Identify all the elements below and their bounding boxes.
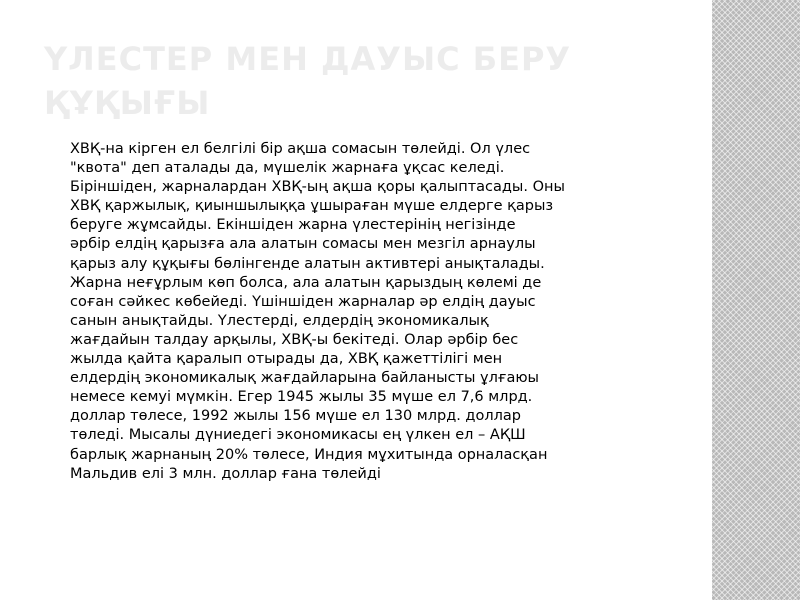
slide-body-text: ХВҚ-на кірген ел белгілі бір ақша сомасын төлейді. Ол үлес "квота" деп аталады да, мүшелік жарнаға ұқсас келеді. Біріншіден, жарналардан ХВҚ-ың ақша қоры қалыптасады. Оны ХВҚ қаржылық, қиыншылыққа ұшыраған мүше елдерге қарыз беруге жұмсайды. Екіншіден жарна үлестерінің негізінде әрбір елдің қарызға ала алатын сомасы мен мезгіл арнаулы қарыз алу құқығы бөлінгенде алатын активтері анықталады. Жарна неғұрлым көп болса, ала алатын қарыздың көлемі де соған сәйкес көбейеді. Үшіншіден жарналар әр елдің дауыс санын анықтайды. Үлестерді, елдердің экономикалық жағдайын талдау арқылы, ХВҚ-ы бекітеді. Олар әрбір бес жылда қайта қаралып отырады да, ХВҚ қажеттілігі мен елдердің экономикалық жағдайларына байланысты ұлғаюы немесе кемуі мүмкін. Егер 1945 жылы 35 мүше ел 7,6 млрд. доллар төлесе, 1992 жылы 156 мүше ел 130 млрд. доллар төледі. Мысалы дүниедегі экономикасы ең үлкен ел – АҚШ барлық жарнаның 20% төлесе, Индия мұхитында орналасқан Мальдив елі 3 млн. доллар ғана төлейді bbox=[70, 141, 565, 482]
decorative-side-panel bbox=[712, 0, 800, 600]
slide-title: ҮЛЕСТЕР МЕН ДАУЫС БЕРУ ҚҰҚЫҒЫ bbox=[44, 40, 572, 122]
